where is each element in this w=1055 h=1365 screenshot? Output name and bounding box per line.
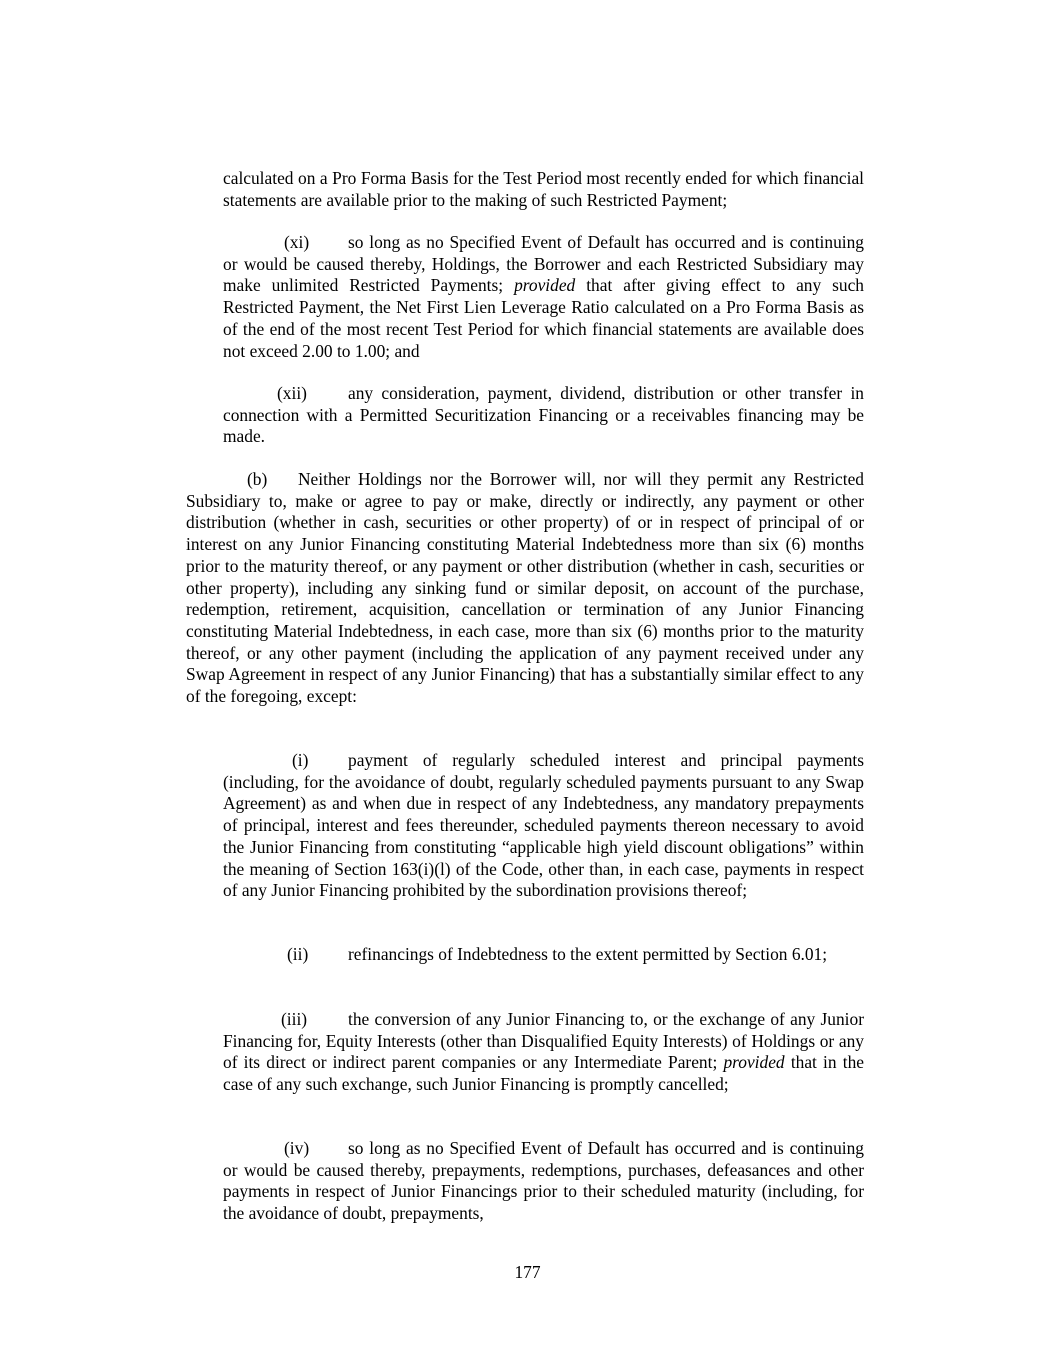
clause-iv-text: so long as no Specified Event of Default has occurred and is continuing or would be caused thereby, prepayments, redemptions, purchases, defeasances and other payments in respect of Junior Financings prior to their scheduled maturity (including, for the avoidance of doubt, prepayments, [223, 1138, 864, 1224]
section-b-text: Neither Holdings nor the Borrower will, nor will they permit any Restricted Subsidiary to, make or agree to pay or make, directly or indirectly, any payment or other distribution (whether in cash, securities or other property) of or in respect of principal of or interest on any Junior Financing constituting Material Indebtedness more than six (6) months prior to the maturity thereof, or any payment or other distribution (whether in cash, securities or other property), including any sinking fund or similar deposit, on account of the purchase, redemption, retirement, acquisition, cancellation or termination of any Junior Financing constituting Material Indebtedness, in each case, more than six (6) months prior to the maturity thereof, or any other payment (including the application of any payment received under any Swap Agreement in respect of any Junior Financing) that has a substantially similar effect to any of the foregoing, except: [186, 469, 864, 707]
clause-ii [223, 944, 864, 966]
clause-iv-number: (iv) [284, 1138, 310, 1158]
clause-xi-text: so long as no Specified Event of Default has occurred and is continuing or would be caused thereby, Holdings, the Borrower and each Restricted Subsidiary may make unlimited Restricted Payments; [223, 232, 864, 296]
clause-i-text: payment of regularly scheduled interest and principal payments (including, for the avoidance of doubt, regularly scheduled payments pursuant to any Swap Agreement) as and when due in respect of any Indebtedness, any mandatory prepayments of principal, interest and fees thereunder, scheduled payments thereon necessary to avoid the Junior Financing from constituting “applicable high yield discount obligations” within the meaning of Section 163(i)(l) of the Code, other than, in each case, payments in respect of any Junior Financing prohibited by the subordination provisions thereof; [223, 750, 864, 901]
clause-xi-number: (xi) [284, 232, 310, 252]
clause-iii-emphasis: provided [723, 1052, 785, 1073]
clause-iv [223, 1138, 864, 1225]
clause-xii-number: (xii) [277, 383, 307, 403]
clause-xii [223, 383, 864, 448]
clause-iii [223, 1009, 864, 1096]
section-b [186, 469, 864, 708]
clause-xi [223, 232, 864, 362]
clause-xi-emphasis: provided [514, 275, 576, 296]
clause-iii-text-after: that in the case of any such exchange, such Junior Financing is promptly cancelled; [223, 1052, 864, 1095]
clause-iii-number: (iii) [281, 1009, 308, 1029]
clause-i-number: (i) [292, 750, 309, 770]
continuation-text: calculated on a Pro Forma Basis for the Test Period most recently ended for which financial statements are available prior to the making of such Restricted Payment; [223, 168, 864, 210]
continuation-paragraph [223, 168, 864, 211]
clause-xi-text-after: that after giving effect to any such Restricted Payment, the Net First Lien Leverage Ratio calculated on a Pro Forma Basis as of the end of the most recent Test Period for which financial statements are available does not exceed 2.00 to 1.00; and [223, 275, 864, 361]
clause-i [223, 750, 864, 902]
page-number: 177 [514, 1262, 541, 1282]
clause-xii-text: any consideration, payment, dividend, distribution or other transfer in connection with a Permitted Securitization Financing or a receivables financing may be made. [223, 383, 864, 447]
section-b-number: (b) [247, 469, 268, 489]
clause-ii-text: refinancings of Indebtedness to the extent permitted by Section 6.01; [348, 944, 828, 964]
clause-iii-text: the conversion of any Junior Financing to, or the exchange of any Junior Financing for, Equity Interests (other than Disqualified Equity Interests) of Holdings or any of its direct or indirect parent companies or any Intermediate Parent; [223, 1009, 864, 1073]
clause-ii-number: (ii) [287, 944, 309, 964]
